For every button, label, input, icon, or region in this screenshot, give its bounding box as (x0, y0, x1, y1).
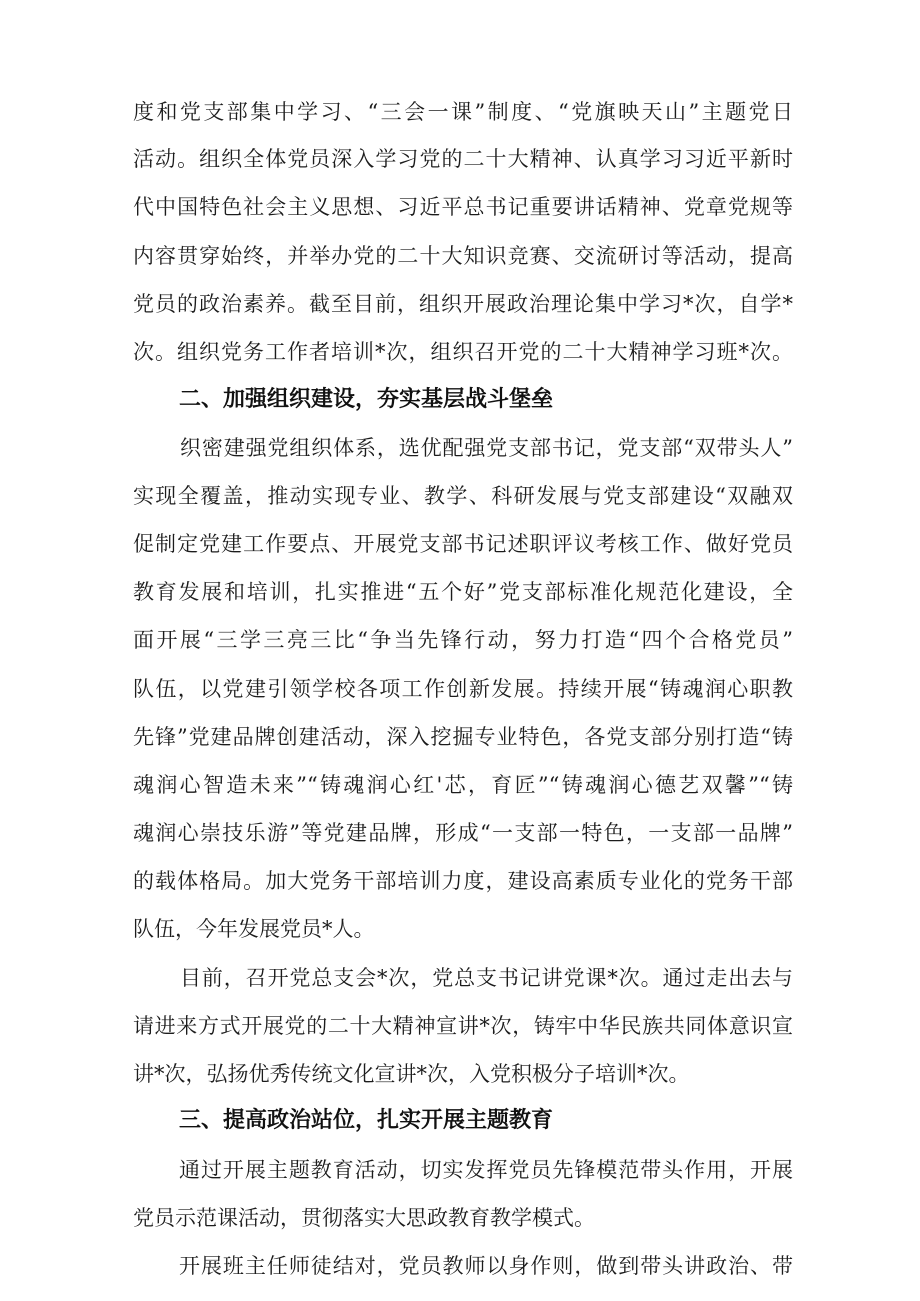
paragraph-line: 的载体格局。加大党务干部培训力度，建设高素质专业化的党务干部 (133, 869, 793, 893)
paragraph-line: 党员示范课活动，贯彻落实大思政教育教学模式。 (133, 1206, 595, 1230)
paragraph-line: 目前，召开党总支会*次，党总支书记讲党课*次。通过走出去与 (180, 966, 793, 990)
paragraph-line: 讲*次，弘扬优秀传统文化宣讲*次，入党积极分子培训*次。 (133, 1062, 690, 1086)
paragraph-line: 活动。组织全体党员深入学习党的二十大精神、认真学习习近平新时 (133, 147, 793, 171)
paragraph-line: 请进来方式开展党的二十大精神宣讲*次，铸牢中华民族共同体意识宣 (133, 1014, 793, 1038)
paragraph-line: 次。组织党务工作者培训*次，组织召开党的二十大精神学习班*次。 (133, 340, 793, 364)
section-heading: 二、加强组织建设，夯实基层战斗堡垒 (179, 387, 554, 412)
paragraph-line: 教育发展和培训，扎实推进“五个好”党支部标准化规范化建设，全 (133, 580, 793, 604)
section-heading: 三、提高政治站位，扎实开展主题教育 (179, 1108, 554, 1133)
paragraph-line: 代中国特色社会主义思想、习近平总书记重要讲话精神、党章党规等 (133, 195, 793, 219)
paragraph-line: 内容贯穿始终，并举办党的二十大知识竞赛、交流研讨等活动，提高 (133, 244, 793, 268)
paragraph-line: 促制定党建工作要点、开展党支部书记述职评议考核工作、做好党员 (133, 532, 793, 556)
paragraph-line: 先锋”党建品牌创建活动，深入挖掘专业特色，各党支部分别打造“铸 (133, 725, 793, 749)
paragraph-line: 度和党支部集中学习、“三会一课”制度、“党旗映天山”主题党日 (133, 100, 793, 124)
paragraph-line: 魂润心智造未来”“铸魂润心红'芯，育匠”“铸魂润心德艺双馨”“铸 (133, 773, 793, 797)
paragraph-line: 织密建强党组织体系，选优配强党支部书记，党支部“双带头人” (180, 436, 793, 460)
paragraph-line: 开展班主任师徒结对，党员教师以身作则，做到带头讲政治、带 (179, 1254, 793, 1278)
paragraph-line: 队伍，以党建引领学校各项工作创新发展。持续开展“铸魂润心职教 (133, 677, 793, 701)
paragraph-line: 队伍，今年发展党员*人。 (133, 917, 375, 941)
paragraph-line: 通过开展主题教育活动，切实发挥党员先锋模范带头作用，开展 (179, 1158, 793, 1182)
paragraph-line: 面开展“三学三亮三比“争当先锋行动，努力打造“四个合格党员” (133, 628, 793, 652)
paragraph-line: 党员的政治素养。截至目前，组织开展政治理论集中学习*次，自学* (133, 292, 793, 316)
paragraph-line: 魂润心崇技乐游”等党建品牌，形成“一支部一特色，一支部一品牌” (133, 821, 793, 845)
paragraph-line: 实现全覆盖，推动实现专业、教学、科研发展与党支部建设“双融双 (133, 484, 793, 508)
